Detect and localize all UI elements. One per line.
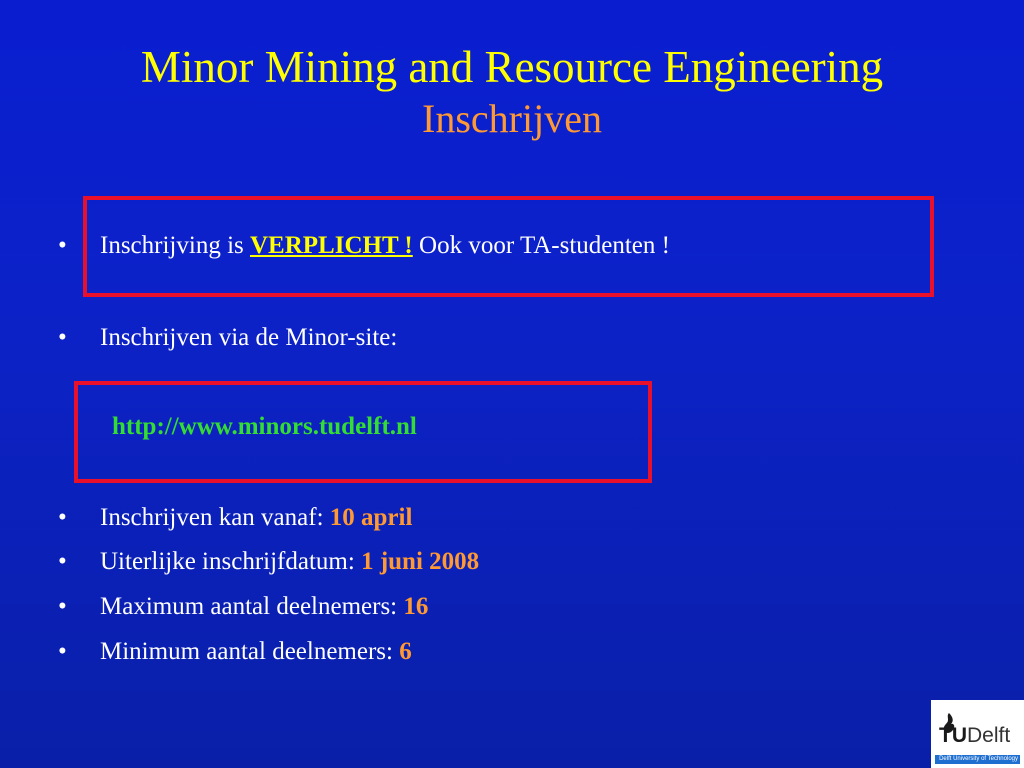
bullet-max-participants-value: 16: [403, 593, 429, 620]
bullet-max-participants: [58, 592, 428, 622]
slide-subtitle: Inschrijven: [422, 96, 602, 141]
tu-delft-logo: [931, 700, 1024, 768]
bullet-mandatory: [58, 231, 670, 261]
bullet-start-date-label: Inschrijven kan vanaf:: [100, 504, 330, 531]
bullet-min-participants: [58, 637, 412, 667]
bullet-icon: •: [58, 593, 67, 620]
tu-delft-wordmark: [939, 724, 1010, 748]
slide-title: Minor Mining and Resource Engineering: [140, 42, 884, 92]
logo-tagline: Delft University of Technology: [935, 755, 1020, 764]
bullet-icon: •: [58, 638, 67, 665]
bullet-icon: •: [58, 324, 67, 351]
bullet-deadline-value: 1 juni 2008: [361, 548, 480, 575]
bullet-icon: •: [58, 548, 67, 575]
bullet-minor-site: [58, 323, 397, 353]
bullet-min-participants-label: Minimum aantal deelnemers:: [100, 638, 400, 665]
bullet-icon: •: [58, 504, 67, 531]
bullet-mandatory-suffix: Ook voor TA-studenten !: [412, 232, 670, 259]
bullet-min-participants-value: 6: [399, 638, 412, 665]
logo-tu: TU: [939, 724, 967, 747]
bullet-mandatory-prefix: Inschrijving is: [100, 232, 250, 259]
logo-delft: Delft: [967, 724, 1011, 747]
bullet-mandatory-emphasis: VERPLICHT !: [250, 232, 413, 259]
title-block: [0, 40, 1024, 144]
bullet-start-date-value: 10 april: [329, 504, 413, 531]
bullet-max-participants-label: Maximum aantal deelnemers:: [100, 593, 404, 620]
minor-site-link[interactable]: http://www.minors.tudelft.nl: [112, 413, 417, 440]
bullet-deadline-label: Uiterlijke inschrijfdatum:: [100, 548, 362, 575]
bullet-start-date: [58, 503, 412, 533]
bullet-deadline: [58, 547, 479, 577]
bullet-icon: •: [58, 232, 67, 259]
bullet-minor-site-text: Inschrijven via de Minor-site:: [100, 324, 398, 351]
